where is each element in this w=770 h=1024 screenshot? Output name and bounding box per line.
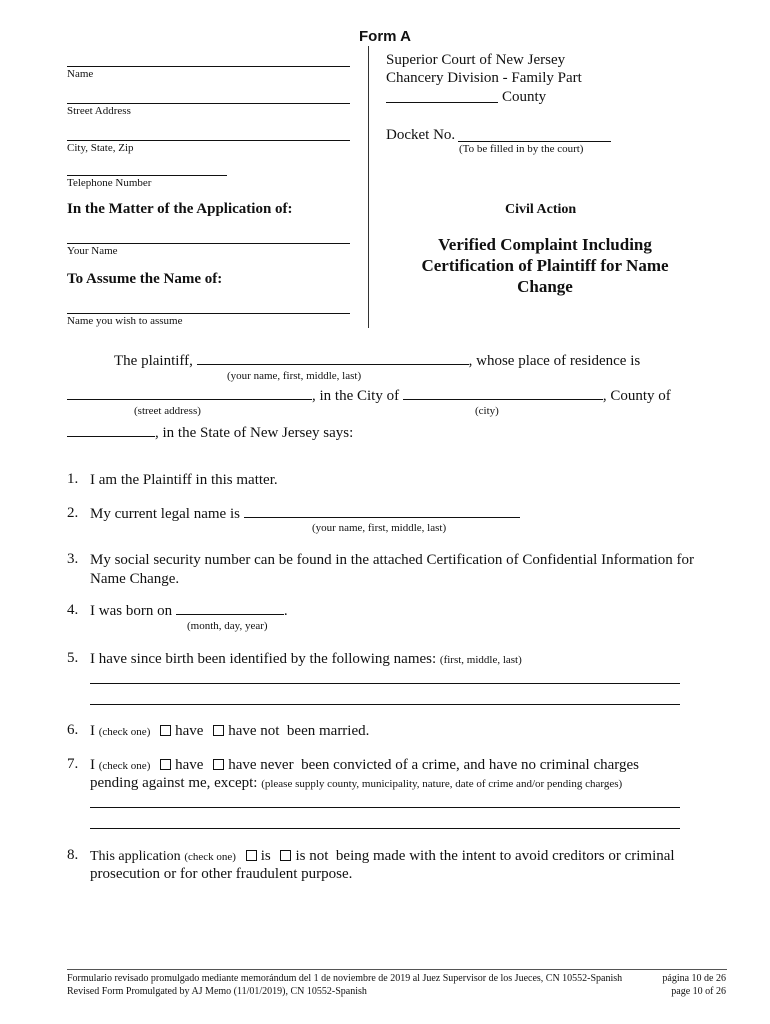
item-8-number: 8. [67,847,79,863]
item-7-check-note: (check one) [98,760,151,772]
telephone-line[interactable] [67,175,227,176]
footer-right [662,972,726,998]
docket-line[interactable] [458,141,611,142]
plaintiff-name-blank[interactable] [197,352,469,365]
footer-english-note: Revised Form Promulgated by AJ Memo (11/01/2019), CN 10552-Spanish [67,986,367,997]
item-8-check-note: (check one) [184,851,236,863]
city-caption: (city) [475,405,499,417]
page-number-spanish: página 10 de 26 [662,973,726,984]
item-3-number: 3. [67,551,79,567]
page-number-english: page 10 of 26 [671,986,726,997]
item-5-text: I have since birth been identified by the following names: [90,651,437,667]
matter-heading: In the Matter of the Application of: [67,201,293,217]
legal-name-caption: (your name, first, middle, last) [312,522,447,534]
item-7-lead: I [90,757,95,773]
item-7-line-2-small: (please supply county, municipality, nature, date of crime and/or pending charges) [261,778,623,790]
street-address-line[interactable] [67,103,350,104]
city-state-zip-label: City, State, Zip [67,142,134,154]
county-blank[interactable] [67,424,155,437]
item-7-rest: been convicted of a crime, and have no criminal charges [301,757,639,773]
title-line-2: Certification of Plaintiff for Name [421,256,669,275]
title-line-1: Verified Complaint Including [438,235,652,254]
city-of-text: , in the City of [312,388,400,404]
item-6-number: 6. [67,722,79,738]
item-8-opt2: is not [295,848,329,864]
court-name: Superior Court of New Jersey [386,52,566,68]
legal-name-blank[interactable] [244,505,520,518]
assume-name-heading: To Assume the Name of: [67,271,223,287]
name-line[interactable] [67,66,350,67]
charges-line-2[interactable] [90,828,680,829]
item-7-line-2-text: pending against me, except: [90,775,258,791]
intro-line-3 [67,424,353,442]
your-name-label: Your Name [67,245,118,257]
form-label: Form A [359,28,411,45]
civil-action-label: Civil Action [505,202,577,217]
item-6-rest: been married. [286,723,370,739]
item-4-number: 4. [67,602,79,618]
item-6-lead: I [90,723,95,739]
intent-is-checkbox[interactable] [246,850,257,861]
plaintiff-name-caption: (your name, first, middle, last) [227,370,362,382]
item-7-line-2 [90,774,622,794]
item-8 [90,847,675,867]
item-3-line-1: My social security number can be found in the attached Certification of Confidential Information for [90,552,694,568]
county-of-text: , County of [602,388,671,404]
item-7 [90,756,639,776]
item-6 [90,722,369,742]
intro-line-2 [67,387,671,405]
item-3-line-2: Name Change. [90,571,180,587]
item-2-text: My current legal name is [90,506,240,522]
names-line-1[interactable] [90,683,680,684]
item-8-line-2: prosecution or for other fraudulent purpose. [90,866,353,882]
footer-spanish-note: Formulario revisado promulgado mediante memorándum del 1 de noviembre de 2019 al Juez Supervisor de los Jueces, CN 10552-Spanish [67,973,623,984]
intent-is-not-checkbox[interactable] [280,850,291,861]
names-line-2[interactable] [90,704,680,705]
item-6-opt2: have not [228,723,280,739]
item-1-number: 1. [67,471,79,487]
court-division: Chancery Division - Family Part [386,70,582,86]
birth-date-caption: (month, day, year) [187,620,268,632]
birth-date-blank[interactable] [176,602,284,615]
item-7-number: 7. [67,756,79,772]
your-name-line[interactable] [67,243,350,244]
title-line-3: Change [517,277,573,296]
convicted-have-checkbox[interactable] [160,759,171,770]
item-2-number: 2. [67,505,79,521]
item-4-text: I was born on [90,603,173,619]
new-name-label: Name you wish to assume [67,315,183,327]
item-4 [90,602,288,621]
new-name-line[interactable] [67,313,350,314]
footer-rule [67,969,727,970]
residence-text: , whose place of residence is [468,353,641,369]
plaintiff-text: The plaintiff, [114,353,193,369]
telephone-label: Telephone Number [67,177,152,189]
county-line[interactable] [386,102,498,103]
item-6-check-note: (check one) [98,726,151,738]
item-1-text: I am the Plaintiff in this matter. [90,472,278,488]
convicted-have-never-checkbox[interactable] [213,759,224,770]
header-divider [368,46,369,328]
married-have-checkbox[interactable] [160,725,171,736]
item-6-opt1: have [175,723,204,739]
state-text: , in the State of New Jersey says: [155,425,354,441]
item-5-small: (first, middle, last) [439,654,522,666]
item-5 [90,650,522,670]
street-address-label: Street Address [67,105,131,117]
item-5-number: 5. [67,650,79,666]
city-blank[interactable] [403,387,603,400]
footer-left [67,972,622,998]
street-blank[interactable] [67,387,312,400]
street-caption: (street address) [134,405,201,417]
item-8-opt1: is [260,848,271,864]
item-7-opt2: have never [228,757,294,773]
name-label: Name [67,68,94,80]
county-label: County [502,89,547,105]
item-8-lead: This application [90,849,181,864]
item-4-period: . [283,603,288,619]
item-7-opt1: have [175,757,204,773]
docket-label: Docket No. [386,127,456,143]
city-state-zip-line[interactable] [67,140,350,141]
married-have-not-checkbox[interactable] [213,725,224,736]
document-title [380,234,710,297]
charges-line-1[interactable] [90,807,680,808]
item-2 [90,505,520,524]
docket-note: (To be filled in by the court) [459,143,584,155]
intro-line-1 [114,352,640,370]
item-8-rest: being made with the intent to avoid creditors or criminal [335,848,675,864]
